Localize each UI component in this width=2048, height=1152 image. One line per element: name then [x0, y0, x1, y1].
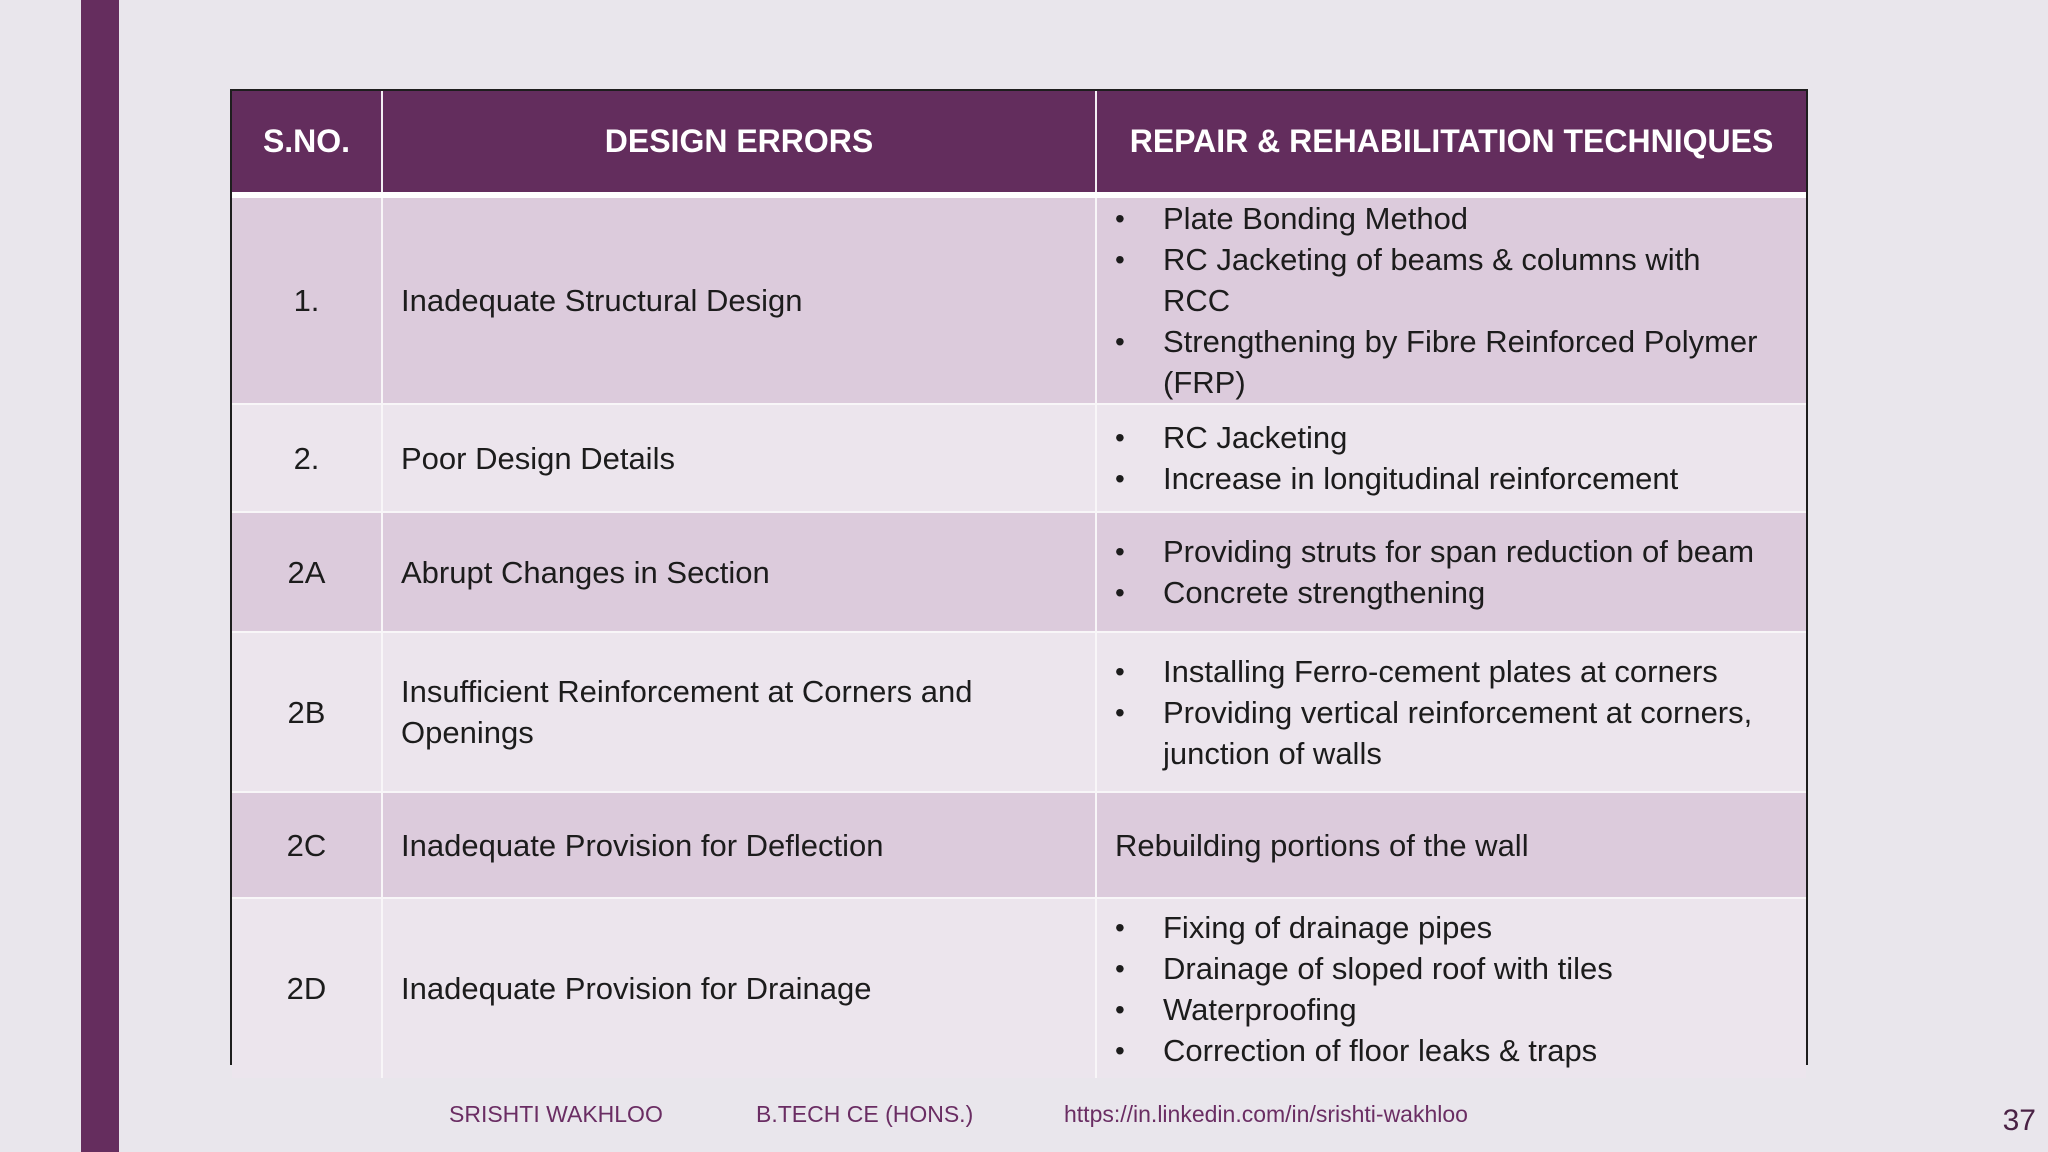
table-row — [232, 792, 1806, 898]
technique-item: • Strengthening by Fibre Reinforced Polymer (FRP) — [1115, 321, 1776, 403]
row-techniques: Rebuilding portions of the wall — [1096, 792, 1806, 898]
row-design-error: Inadequate Provision for Deflection — [382, 792, 1096, 898]
row-design-error: Inadequate Provision for Drainage — [382, 898, 1096, 1078]
header-repair-techniques: REPAIR & REHABILITATION TECHNIQUES — [1096, 91, 1806, 195]
row-sno: 1. — [232, 195, 382, 404]
row-techniques — [1096, 898, 1806, 1078]
row-design-error: Poor Design Details — [382, 404, 1096, 512]
row-sno: 2C — [232, 792, 382, 898]
row-techniques — [1096, 512, 1806, 632]
technique-item: • Concrete strengthening — [1115, 572, 1776, 613]
technique-item: • Increase in longitudinal reinforcement — [1115, 458, 1776, 499]
row-design-error: Abrupt Changes in Section — [382, 512, 1096, 632]
row-design-error: Insufficient Reinforcement at Corners and Openings — [382, 632, 1096, 792]
technique-item: • Installing Ferro-cement plates at corners — [1115, 651, 1776, 692]
row-sno: 2B — [232, 632, 382, 792]
technique-item: • Fixing of drainage pipes — [1115, 907, 1776, 948]
row-sno: 2. — [232, 404, 382, 512]
row-techniques — [1096, 632, 1806, 792]
technique-item: • RC Jacketing — [1115, 417, 1776, 458]
row-sno: 2D — [232, 898, 382, 1078]
row-techniques — [1096, 195, 1806, 404]
technique-item: • RC Jacketing of beams & columns with RCC — [1115, 239, 1776, 321]
row-techniques — [1096, 404, 1806, 512]
footer-linkedin-link[interactable]: https://in.linkedin.com/in/srishti-wakhloo — [1064, 1101, 1468, 1127]
side-accent-bar — [81, 0, 119, 1152]
row-design-error: Inadequate Structural Design — [382, 195, 1096, 404]
table-row — [232, 404, 1806, 512]
technique-item: • Providing struts for span reduction of beam — [1115, 531, 1776, 572]
footer-degree: B.TECH CE (HONS.) — [756, 1101, 974, 1127]
page-number: 37 — [2002, 1104, 2036, 1137]
header-design-errors: DESIGN ERRORS — [382, 91, 1096, 195]
table-header-row — [232, 91, 1806, 195]
header-sno: S.NO. — [232, 91, 382, 195]
footer-author-name: SRISHTI WAKHLOO — [449, 1101, 663, 1127]
table-row — [232, 512, 1806, 632]
technique-item: • Waterproofing — [1115, 989, 1776, 1030]
technique-item: • Plate Bonding Method — [1115, 198, 1776, 239]
table-row — [232, 898, 1806, 1078]
technique-item: • Correction of floor leaks & traps — [1115, 1030, 1776, 1071]
table-row — [232, 632, 1806, 792]
table-row — [232, 195, 1806, 404]
technique-item: • Providing vertical reinforcement at corners, junction of walls — [1115, 692, 1776, 774]
row-sno: 2A — [232, 512, 382, 632]
technique-item: • Drainage of sloped roof with tiles — [1115, 948, 1776, 989]
errors-table — [230, 89, 1808, 1068]
